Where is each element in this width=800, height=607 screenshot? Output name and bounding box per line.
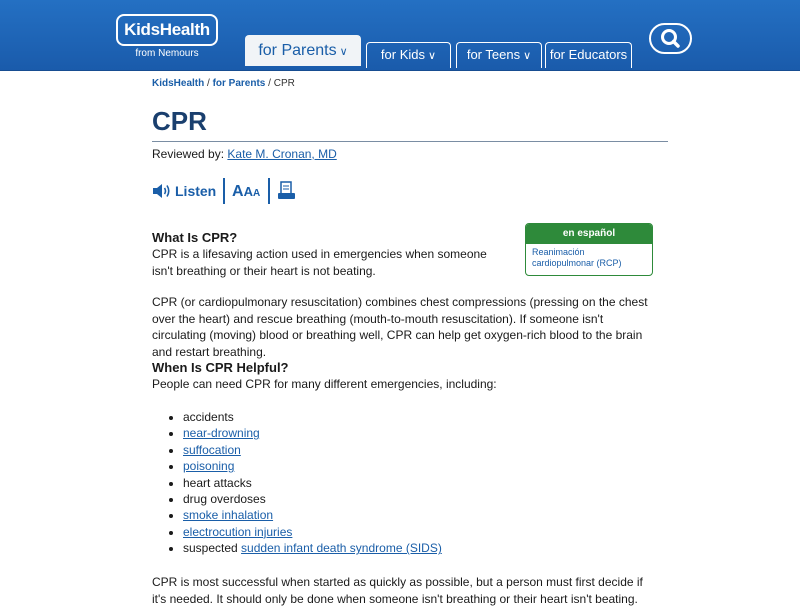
- tab-for-kids[interactable]: [366, 42, 451, 68]
- search-button[interactable]: [649, 23, 692, 54]
- spanish-article-link[interactable]: Reanimación cardiopulmonar (RCP): [532, 247, 622, 268]
- list-item: [183, 425, 442, 441]
- suffocation-link[interactable]: suffocation: [183, 442, 241, 457]
- tab-label: for Kids: [380, 47, 425, 62]
- kidshealth-logo[interactable]: [116, 14, 218, 60]
- tab-label: for Educators: [549, 47, 628, 62]
- list-item: [183, 524, 442, 540]
- tab-for-parents[interactable]: [245, 35, 361, 66]
- tab-label: for Teens: [466, 47, 521, 62]
- spanish-version-box: [525, 223, 653, 276]
- site-header: [0, 0, 800, 71]
- breadcrumb-separator: /: [207, 78, 210, 89]
- what-paragraph-2: CPR (or cardiopulmonary resuscitation) combines chest compressions (pressing on the chest over the heart) and rescue breathing (mouth-to-mouth resuscitation). If someone isn't circulating (moving) blood or breathing well, CPR can help get oxygen-rich blood to the brain and restart breathing.: [152, 295, 648, 359]
- breadcrumb-separator: /: [268, 78, 271, 89]
- text-size-button[interactable]: [232, 178, 264, 204]
- closing-paragraph: CPR is most successful when started as quickly as possible, but a person must first decide if it's needed. It should only be done when someone isn't breathing or their heart isn't beating.: [152, 575, 643, 606]
- search-icon: [651, 25, 690, 52]
- tool-divider: [268, 178, 270, 204]
- near-drowning-link[interactable]: near-drowning: [183, 426, 260, 441]
- list-item: [183, 540, 442, 556]
- logo-main-text: KidsHealth: [116, 14, 218, 46]
- what-paragraph-1: CPR is a lifesaving action used in emergencies when someone isn't breathing or their heart is not beating.: [152, 247, 487, 278]
- reviewed-label: Reviewed by:: [152, 147, 225, 161]
- list-item: [183, 458, 442, 474]
- spanish-box-header: en español: [526, 224, 652, 244]
- list-item-prefix: suspected: [183, 541, 242, 556]
- chevron-down-icon: ∨: [523, 50, 532, 62]
- list-item: • heart attacks: [183, 475, 442, 491]
- chevron-down-icon: ∨: [339, 46, 348, 58]
- breadcrumb: [152, 78, 295, 89]
- electrocution-injuries-link[interactable]: electrocution injuries: [183, 524, 293, 539]
- reviewer-link[interactable]: Kate M. Cronan, MD: [227, 147, 337, 161]
- breadcrumb-home-link[interactable]: KidsHealth: [152, 78, 205, 89]
- tab-for-educators[interactable]: [545, 42, 632, 68]
- tool-divider: [223, 178, 225, 204]
- list-item: • accidents: [183, 409, 442, 425]
- list-item: [183, 507, 442, 523]
- tab-for-teens[interactable]: [456, 42, 542, 68]
- smoke-inhalation-link[interactable]: smoke inhalation: [183, 508, 274, 523]
- logo-sub-text: from Nemours: [135, 48, 199, 59]
- section-heading-when: When Is CPR Helpful?: [152, 360, 289, 375]
- listen-label: Listen: [175, 183, 217, 199]
- print-icon: [277, 181, 297, 201]
- breadcrumb-parents-link[interactable]: for Parents: [212, 78, 266, 89]
- list-item: • drug overdoses: [183, 491, 442, 507]
- breadcrumb-current: CPR: [273, 78, 295, 89]
- listen-button[interactable]: [152, 178, 218, 204]
- section-heading-what: What Is CPR?: [152, 230, 238, 245]
- list-item: [183, 442, 442, 458]
- page-title: CPR: [152, 106, 668, 142]
- poisoning-link[interactable]: poisoning: [183, 459, 235, 474]
- reviewed-by: [152, 147, 337, 161]
- text-size-icon: AAA: [232, 183, 261, 200]
- when-intro: People can need CPR for many different emergencies, including:: [152, 377, 497, 391]
- emergency-list: [152, 409, 442, 557]
- print-button[interactable]: [277, 178, 299, 204]
- speaker-icon: [152, 182, 172, 200]
- tab-label: for Parents: [258, 42, 337, 59]
- chevron-down-icon: ∨: [428, 50, 437, 62]
- sids-link[interactable]: sudden infant death syndrome (SIDS): [241, 541, 442, 556]
